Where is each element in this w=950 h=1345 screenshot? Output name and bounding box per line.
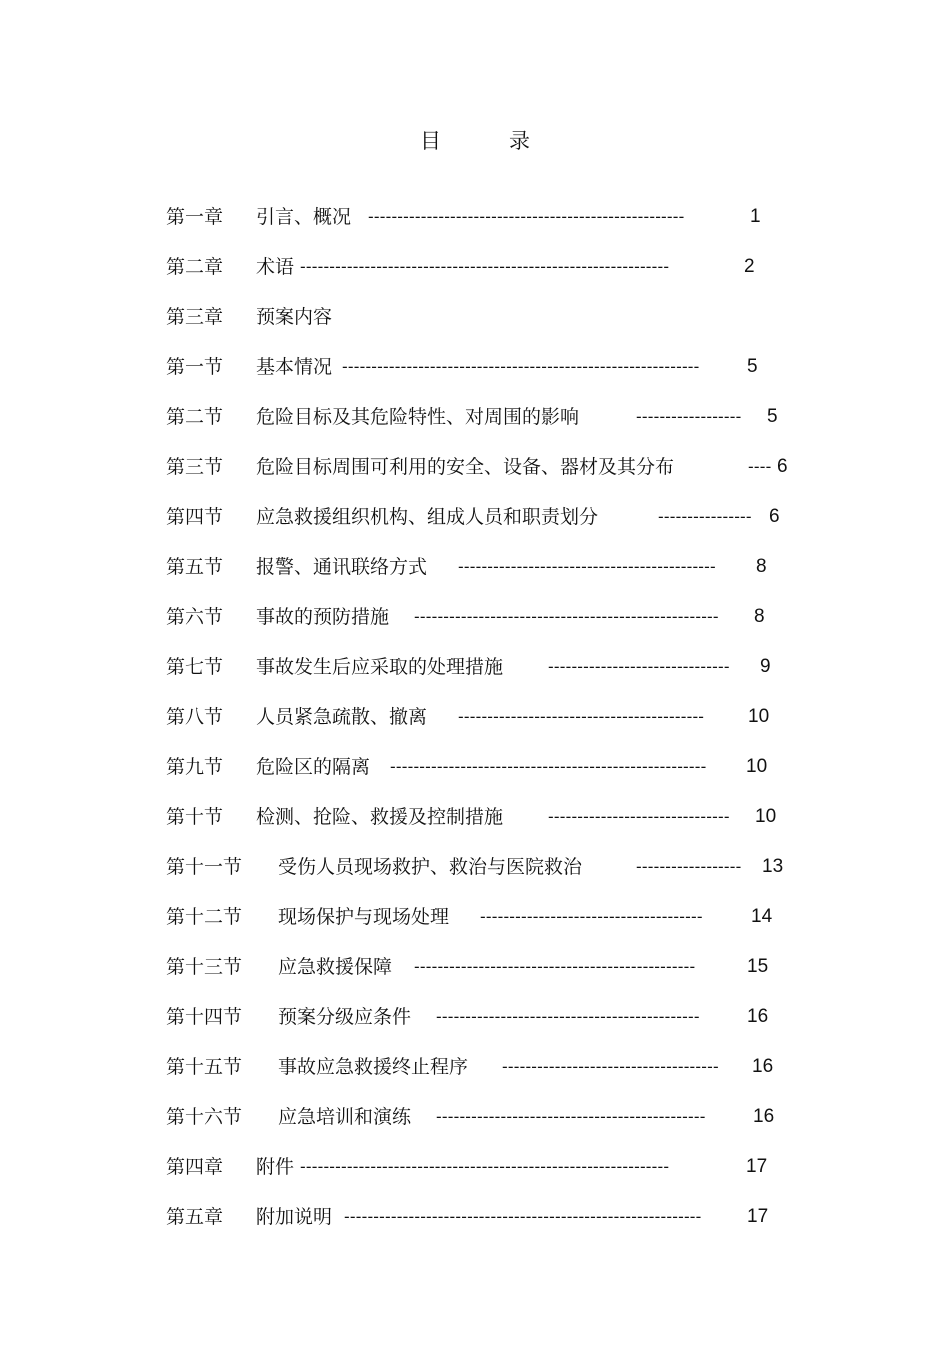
- toc-entry-label: 第一节: [166, 356, 224, 378]
- toc-entry-label: 第二节: [166, 406, 224, 428]
- toc-entry[interactable]: [166, 650, 816, 700]
- toc-entry-page-number: 1: [750, 206, 761, 227]
- toc-entry-leader: -------------------------------------: [502, 1057, 719, 1076]
- toc-entry-label: 第五章: [166, 1206, 224, 1228]
- toc-entry-title: 基本情况: [256, 356, 333, 378]
- toc-entry-title: 引言、概况: [256, 206, 352, 228]
- toc-entry-page-number: 16: [753, 1106, 775, 1127]
- toc-entry-leader: ----------------------------------------------: [436, 1107, 706, 1126]
- toc-entry-page-number: 10: [755, 806, 777, 827]
- toc-entry-leader: -------------------------------------------------------------: [344, 1207, 702, 1226]
- toc-entry-title: 预案分级应条件: [278, 1006, 412, 1028]
- toc-entry-title: 事故发生后应采取的处理措施: [256, 656, 504, 678]
- toc-entry[interactable]: [166, 350, 816, 400]
- toc-entry-leader: --------------------------------------: [480, 907, 703, 926]
- toc-entry-page-number: 16: [747, 1006, 769, 1027]
- toc-entry-label: 第四节: [166, 506, 224, 528]
- toc-entry[interactable]: [166, 950, 816, 1000]
- toc-entry-page-number: 17: [747, 1206, 769, 1227]
- toc-entry-page-number: 8: [756, 556, 767, 577]
- toc-entry[interactable]: [166, 1050, 816, 1100]
- toc-entry-page-number: 15: [747, 956, 769, 977]
- toc-entry-label: 第二章: [166, 256, 224, 278]
- toc-entry-page-number: 13: [762, 856, 784, 877]
- toc-entry-label: 第八节: [166, 706, 224, 728]
- toc-entry[interactable]: [166, 1150, 816, 1200]
- toc-entry-label: 第一章: [166, 206, 224, 228]
- toc-entry-title: 附件: [256, 1156, 295, 1178]
- toc-entry-leader: ----------------------------------------------------: [414, 607, 719, 626]
- toc-entry-leader: ---------------------------------------------: [436, 1007, 700, 1026]
- toc-entry-title: 事故的预防措施: [256, 606, 390, 628]
- toc-entry-leader: ----------------: [658, 507, 752, 526]
- toc-entry-title: 危险区的隔离: [256, 756, 371, 778]
- table-of-contents: [166, 200, 816, 1250]
- toc-entry-page-number: 14: [751, 906, 773, 927]
- toc-entry-label: 第三节: [166, 456, 224, 478]
- toc-entry-label: 第十一节: [166, 856, 243, 878]
- toc-entry[interactable]: [166, 850, 816, 900]
- toc-entry-label: 第十六节: [166, 1106, 243, 1128]
- toc-entry-leader: ------------------: [636, 857, 742, 876]
- toc-entry-page-number: 10: [748, 706, 770, 727]
- toc-entry-title: 应急培训和演练: [278, 1106, 412, 1128]
- toc-entry-title: 危险目标及其危险特性、对周围的影响: [256, 406, 580, 428]
- toc-entry-title: 检测、抢险、救援及控制措施: [256, 806, 504, 828]
- toc-entry-label: 第九节: [166, 756, 224, 778]
- toc-entry[interactable]: [166, 550, 816, 600]
- toc-entry-label: 第十节: [166, 806, 224, 828]
- toc-entry-page-number: 17: [746, 1156, 768, 1177]
- toc-entry[interactable]: [166, 250, 816, 300]
- toc-entry[interactable]: [166, 500, 816, 550]
- toc-entry-leader: ------------------------------------------: [458, 707, 705, 726]
- toc-entry-title: 应急救援保障: [278, 956, 393, 978]
- toc-entry-leader: -------------------------------------------------------------: [342, 357, 700, 376]
- toc-entry-page-number: 5: [767, 406, 778, 427]
- toc-entry-title: 事故应急救援终止程序: [278, 1056, 469, 1078]
- toc-entry-page-number: 10: [746, 756, 768, 777]
- toc-entry-leader: -------------------------------: [548, 807, 730, 826]
- toc-entry-leader: -------------------------------: [548, 657, 730, 676]
- toc-entry-title: 受伤人员现场救护、救治与医院救治: [278, 856, 583, 878]
- toc-entry-label: 第三章: [166, 306, 224, 328]
- toc-entry-title: 人员紧急疏散、撤离: [256, 706, 428, 728]
- toc-entry-leader: ------------------------------------------------: [414, 957, 696, 976]
- toc-entry-page-number: 16: [752, 1056, 774, 1077]
- toc-entry-title: 报警、通讯联络方式: [256, 556, 428, 578]
- toc-entry[interactable]: [166, 400, 816, 450]
- toc-entry[interactable]: [166, 300, 816, 350]
- toc-entry[interactable]: [166, 600, 816, 650]
- toc-entry[interactable]: [166, 450, 816, 500]
- toc-entry-page-number: 5: [747, 356, 758, 377]
- toc-entry-title: 应急救援组织机构、组成人员和职责划分: [256, 506, 599, 528]
- toc-entry-label: 第十三节: [166, 956, 243, 978]
- toc-entry-title: 术语: [256, 256, 295, 278]
- toc-entry-label: 第十二节: [166, 906, 243, 928]
- toc-entry[interactable]: [166, 800, 816, 850]
- toc-entry-label: 第四章: [166, 1156, 224, 1178]
- toc-entry-leader: ---------------------------------------------------------------: [300, 257, 670, 276]
- toc-entry-page-number: 6: [777, 456, 788, 477]
- toc-entry[interactable]: [166, 1000, 816, 1050]
- toc-entry-leader: ------------------: [636, 407, 742, 426]
- toc-entry[interactable]: [166, 200, 816, 250]
- toc-entry[interactable]: [166, 750, 816, 800]
- toc-entry-leader: --------------------------------------------: [458, 557, 716, 576]
- toc-entry[interactable]: [166, 700, 816, 750]
- toc-entry-label: 第七节: [166, 656, 224, 678]
- toc-entry[interactable]: [166, 1200, 816, 1250]
- toc-entry-title: 现场保护与现场处理: [278, 906, 450, 928]
- toc-entry-title: 附加说明: [256, 1206, 333, 1228]
- toc-entry-label: 第六节: [166, 606, 224, 628]
- toc-entry-leader: ----: [748, 457, 772, 476]
- toc-entry-label: 第五节: [166, 556, 224, 578]
- toc-entry-label: 第十四节: [166, 1006, 243, 1028]
- toc-entry-page-number: 6: [769, 506, 780, 527]
- toc-entry-label: 第十五节: [166, 1056, 243, 1078]
- toc-entry-title: 预案内容: [256, 306, 333, 328]
- toc-entry[interactable]: [166, 900, 816, 950]
- toc-entry-page-number: 9: [760, 656, 771, 677]
- toc-title-char-2: 录: [509, 129, 530, 153]
- toc-entry[interactable]: [166, 1100, 816, 1150]
- toc-entry-page-number: 2: [744, 256, 755, 277]
- toc-entry-leader: ---------------------------------------------------------------: [300, 1157, 670, 1176]
- toc-entry-leader: ------------------------------------------------------: [390, 757, 707, 776]
- toc-entry-page-number: 8: [754, 606, 765, 627]
- toc-title-char-1: 目: [420, 129, 441, 153]
- toc-entry-leader: ------------------------------------------------------: [368, 207, 685, 226]
- toc-title: [0, 126, 950, 156]
- toc-entry-title: 危险目标周围可利用的安全、设备、器材及其分布: [256, 456, 675, 478]
